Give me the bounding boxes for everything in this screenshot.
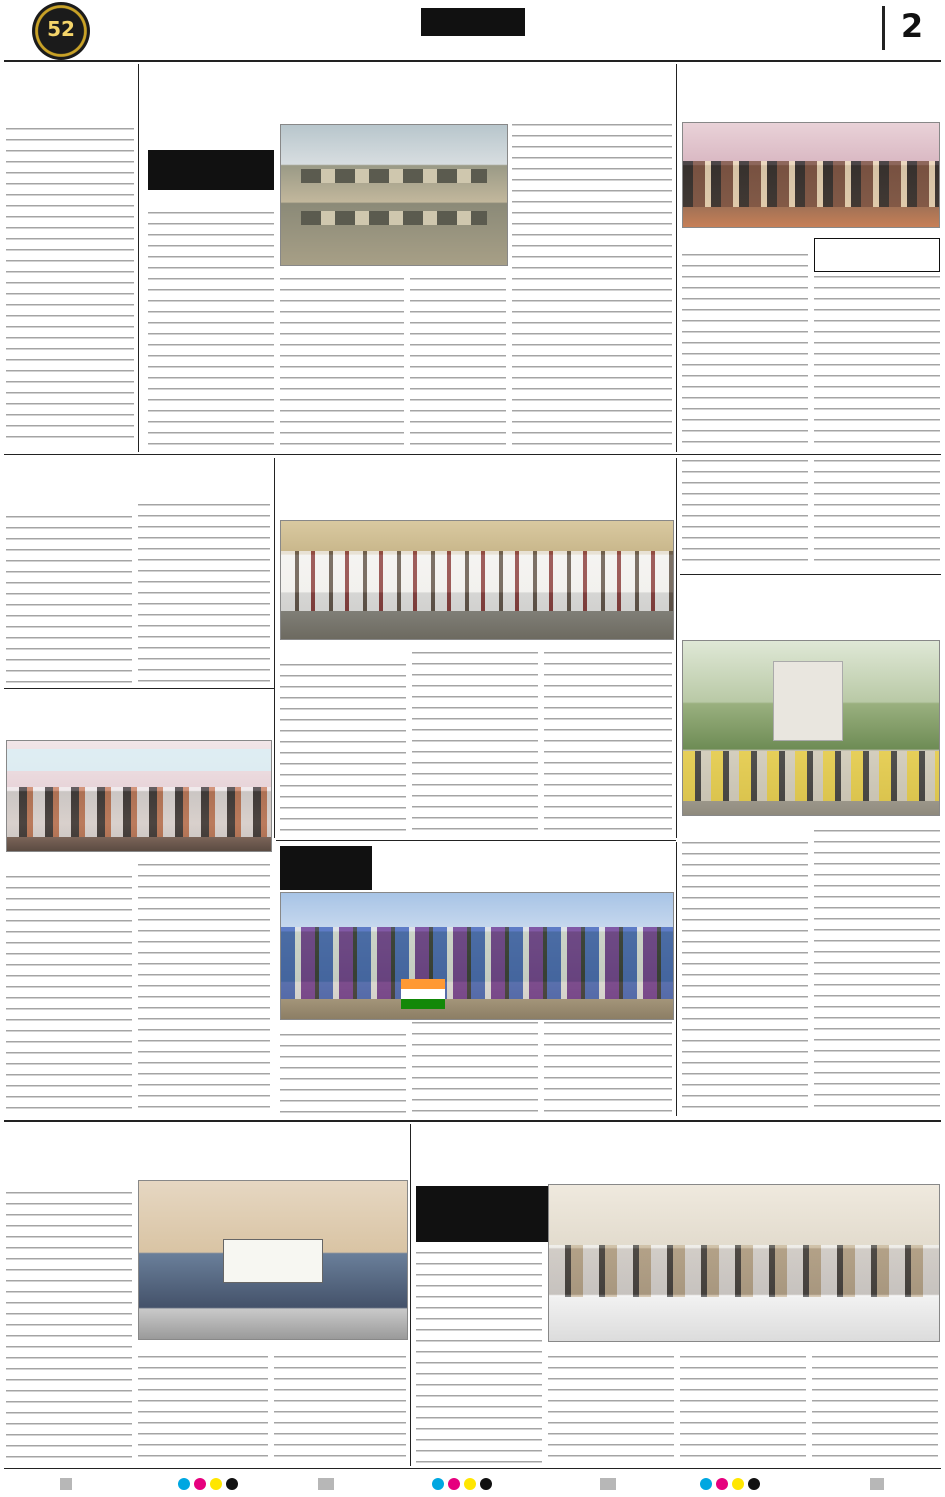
headmaster-body-col1 <box>6 876 132 1114</box>
token-body-col2 <box>548 1356 674 1464</box>
cricket-brief-headline <box>6 66 134 114</box>
column-rule-5 <box>676 842 677 1116</box>
column-rule-6 <box>410 1124 411 1466</box>
building-photo <box>280 124 508 266</box>
market-complex-headline <box>142 66 670 120</box>
horizontal-rule-4 <box>276 840 676 841</box>
footer-rule <box>4 1468 941 1469</box>
masthead <box>0 0 945 62</box>
print-registration-strip <box>0 1474 945 1494</box>
road-safety-body-col3 <box>274 1356 406 1464</box>
market-complex-body-col1 <box>148 212 274 450</box>
registration-dot-cyan <box>178 1478 190 1490</box>
token-kicker <box>416 1186 550 1242</box>
masthead-divider <box>882 6 885 50</box>
jajpur-body-col1 <box>280 1034 406 1114</box>
logo-number: 52 <box>47 17 75 41</box>
headmaster-photo <box>6 740 272 852</box>
market-complex-body-col3 <box>410 278 506 450</box>
road-safety-body-col1 <box>6 1192 132 1464</box>
books-headline <box>680 66 940 118</box>
jajpur-body-col2 <box>412 1022 538 1114</box>
padayatra-body-col3 <box>544 652 672 836</box>
horizontal-rule-5 <box>4 1120 941 1122</box>
section-title <box>660 4 875 48</box>
padayatra-body-col2 <box>412 652 538 836</box>
page-number: 2 <box>900 7 924 45</box>
section-tag <box>421 8 525 36</box>
token-headline <box>414 1124 940 1180</box>
road-safety-body-col2 <box>138 1356 268 1464</box>
horizontal-rule-2 <box>680 574 941 575</box>
cycle-rally-body-col1 <box>682 842 808 1114</box>
market-complex-body-col2 <box>280 278 404 450</box>
anniversary-logo <box>32 2 90 60</box>
books-body-col1 <box>682 254 808 450</box>
jajpur-headline <box>372 848 676 888</box>
books-body-col4 <box>814 460 940 570</box>
cricket-brief-body <box>6 128 134 444</box>
token-body-col4 <box>812 1356 938 1464</box>
market-complex-subhead <box>148 150 274 190</box>
books-kicker <box>814 238 940 272</box>
cycle-rally-headline <box>682 578 940 634</box>
column-rule-4 <box>676 458 677 838</box>
horizontal-rule-3 <box>4 688 274 689</box>
jajpur-cricket-photo <box>280 892 674 1020</box>
theft-body-col2 <box>138 504 270 684</box>
token-meeting-photo <box>548 1184 940 1342</box>
token-body-col1 <box>416 1252 542 1464</box>
cycle-rally-photo <box>682 640 940 816</box>
padayatra-photo <box>280 520 674 640</box>
road-safety-photo <box>138 1180 408 1340</box>
headmaster-body-col2 <box>138 864 270 1114</box>
jajpur-kicker <box>280 846 372 890</box>
padayatra-body-col1 <box>280 664 406 836</box>
jajpur-body-col3 <box>544 1022 672 1114</box>
headmaster-headline <box>6 692 270 736</box>
column-rule-1 <box>138 64 139 452</box>
cycle-rally-body-col2 <box>814 830 940 1114</box>
masthead-rule <box>4 60 941 62</box>
column-rule-3 <box>274 458 275 838</box>
token-body-col3 <box>680 1356 806 1464</box>
registration-dot-magenta <box>194 1478 206 1490</box>
books-body-col2 <box>814 276 940 450</box>
market-complex-body-col4 <box>512 124 672 450</box>
books-body-col3 <box>682 460 808 570</box>
theft-body-col1 <box>6 516 132 684</box>
horizontal-rule-1 <box>4 454 941 455</box>
column-rule-2 <box>676 64 677 452</box>
registration-dot-black <box>226 1478 238 1490</box>
registration-dot-yellow <box>210 1478 222 1490</box>
books-event-photo <box>682 122 940 228</box>
theft-headline <box>6 458 270 498</box>
road-safety-headline <box>6 1124 406 1174</box>
padayatra-headline <box>280 462 676 512</box>
